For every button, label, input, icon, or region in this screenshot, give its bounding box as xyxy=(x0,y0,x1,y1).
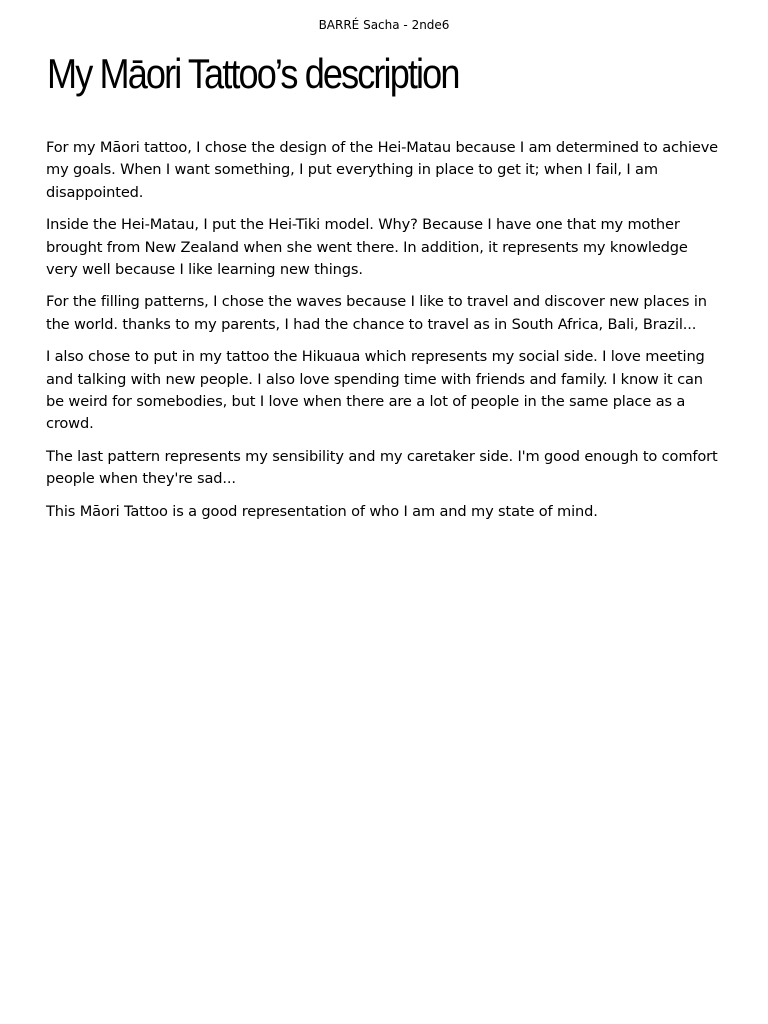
paragraph-conclusion: This Māori Tattoo is a good representation of who I am and my state of mind. xyxy=(46,502,598,520)
page-header-author: BARRÉ Sacha - 2nde6 xyxy=(318,18,450,32)
paragraph-hikuaua: I also chose to put in my tattoo the Hikuaua which represents my social side. I love meeting and talking with new people. I also love spending time with friends and family. I know it can be weird for somebodies, but I love when there are a lot of people in the same place as a crowd. xyxy=(46,348,705,433)
paragraph-last-pattern: The last pattern represents my sensibility and my caretaker side. I'm good enough to comfort people when they're sad... xyxy=(46,447,718,488)
paragraph-hei-tiki: Inside the Hei-Matau, I put the Hei-Tiki model. Why? Because I have one that my mother brought from New Zealand when she went there. In addition, it represents my knowledge very well because I like learning new things. xyxy=(46,216,688,279)
document-title: My Māori Tattoo’s description xyxy=(47,50,459,97)
document-body xyxy=(46,137,722,533)
paragraph-hei-matau: For my Māori tattoo, I chose the design of the Hei-Matau because I am determined to achieve my goals. When I want something, I put everything in place to get it; when I fail, I am disappointed. xyxy=(46,139,719,201)
paragraph-filling-patterns: For the filling patterns, I chose the waves because I like to travel and discover new places in the world. thanks to my parents, I had the chance to travel as in South Africa, Bali, Brazil... xyxy=(46,293,707,333)
